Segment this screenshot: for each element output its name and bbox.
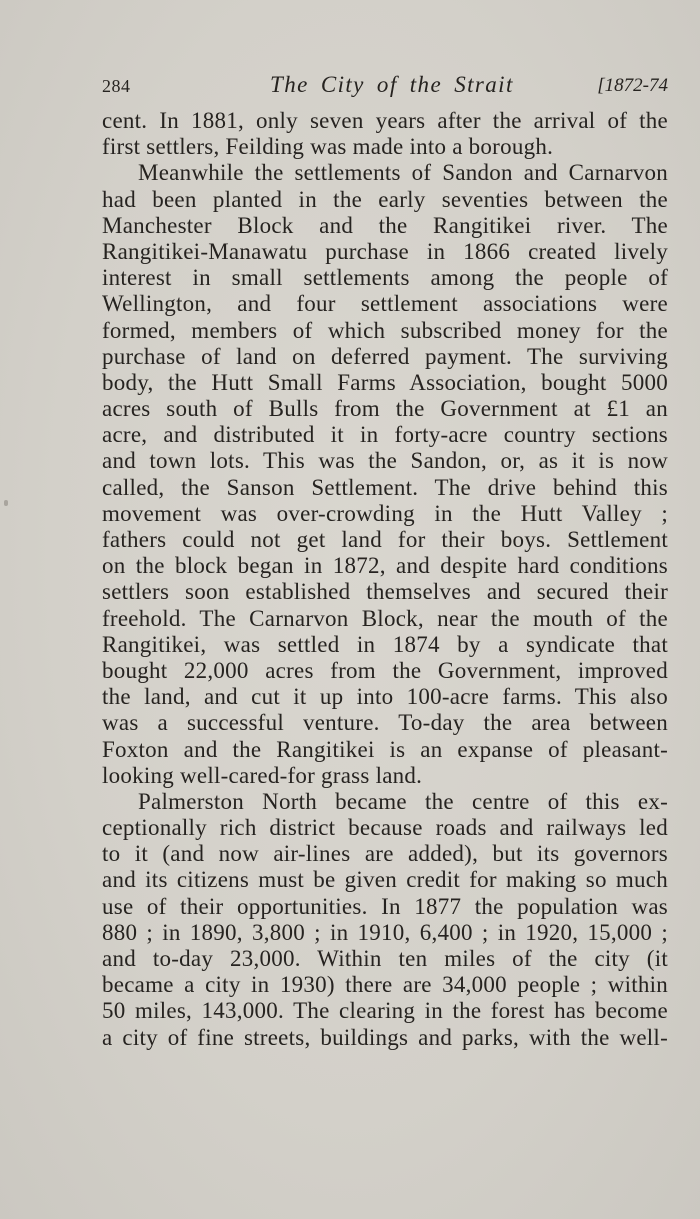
paper-speck: [4, 500, 8, 506]
text-line: interest in small settlements among the people of: [102, 265, 668, 291]
body-text: [102, 108, 668, 1051]
running-head: [102, 72, 668, 102]
text-line: the land, and cut it up into 100-acre farms. This also: [102, 684, 668, 710]
text-line: to it (and now air-lines are added), but its governors: [102, 841, 668, 867]
text-line: Foxton and the Rangitikei is an expanse of pleasant-: [102, 736, 668, 762]
text-line: bought 22,000 acres from the Government, improved: [102, 657, 668, 683]
running-title: The City of the Strait: [270, 72, 514, 97]
text-line: Rangitikei, was settled in 1874 by a syndicate that: [102, 631, 668, 657]
text-line: Palmerston North became the centre of this ex-: [138, 788, 668, 814]
text-line: body, the Hutt Small Farms Association, bought 5000: [102, 369, 668, 395]
text-line: looking well-cared-for grass land.: [102, 762, 423, 788]
text-line: had been planted in the early seventies between the: [102, 186, 668, 212]
text-line: acres south of Bulls from the Government at £1 an: [102, 396, 668, 422]
running-date-range: [1872-74: [597, 75, 668, 96]
page-number: 284: [102, 76, 131, 96]
text-line: and its citizens must be given credit for making so much: [102, 867, 668, 893]
text-line: purchase of land on deferred payment. The surviving: [102, 343, 668, 369]
text-line: first settlers, Feilding was made into a borough.: [102, 134, 554, 160]
text-line: freehold. The Carnarvon Block, near the mouth of the: [102, 605, 668, 631]
text-line: ceptionally rich district because roads and railways led: [102, 815, 668, 841]
text-line: 880 ; in 1890, 3,800 ; in 1910, 6,400 ; in 1920, 15,000 ;: [102, 919, 668, 945]
text-line: Rangitikei-Manawatu purchase in 1866 created lively: [102, 238, 668, 264]
text-line: Manchester Block and the Rangitikei river. The: [102, 212, 668, 238]
text-line: 50 miles, 143,000. The clearing in the forest has become: [102, 998, 668, 1024]
text-line: cent. In 1881, only seven years after the arrival of the: [102, 108, 668, 133]
text-line: became a city in 1930) there are 34,000 people ; within: [102, 972, 668, 998]
text-line: and to-day 23,000. Within ten miles of the city (it: [102, 946, 668, 971]
text-line: Wellington, and four settlement associations were: [102, 291, 668, 317]
text-line: formed, members of which subscribed money for the: [102, 317, 668, 343]
text-line: movement was over-crowding in the Hutt Valley ;: [102, 500, 668, 526]
text-line: fathers could not get land for their boys. Settlement: [102, 527, 668, 552]
text-line: and town lots. This was the Sandon, or, as it is now: [102, 448, 668, 474]
text-line: called, the Sanson Settlement. The drive behind this: [102, 474, 668, 500]
text-line: a city of fine streets, buildings and parks, with the well-: [102, 1024, 668, 1050]
text-line: use of their opportunities. In 1877 the population was: [102, 893, 668, 919]
text-line: on the block began in 1872, and despite hard conditions: [102, 553, 668, 579]
text-line: acre, and distributed it in forty-acre country sections: [102, 422, 668, 448]
text-line: was a successful venture. To-day the area between: [102, 710, 668, 736]
text-line: settlers soon established themselves and secured their: [102, 579, 668, 605]
text-line: Meanwhile the settlements of Sandon and Carnarvon: [138, 160, 668, 186]
